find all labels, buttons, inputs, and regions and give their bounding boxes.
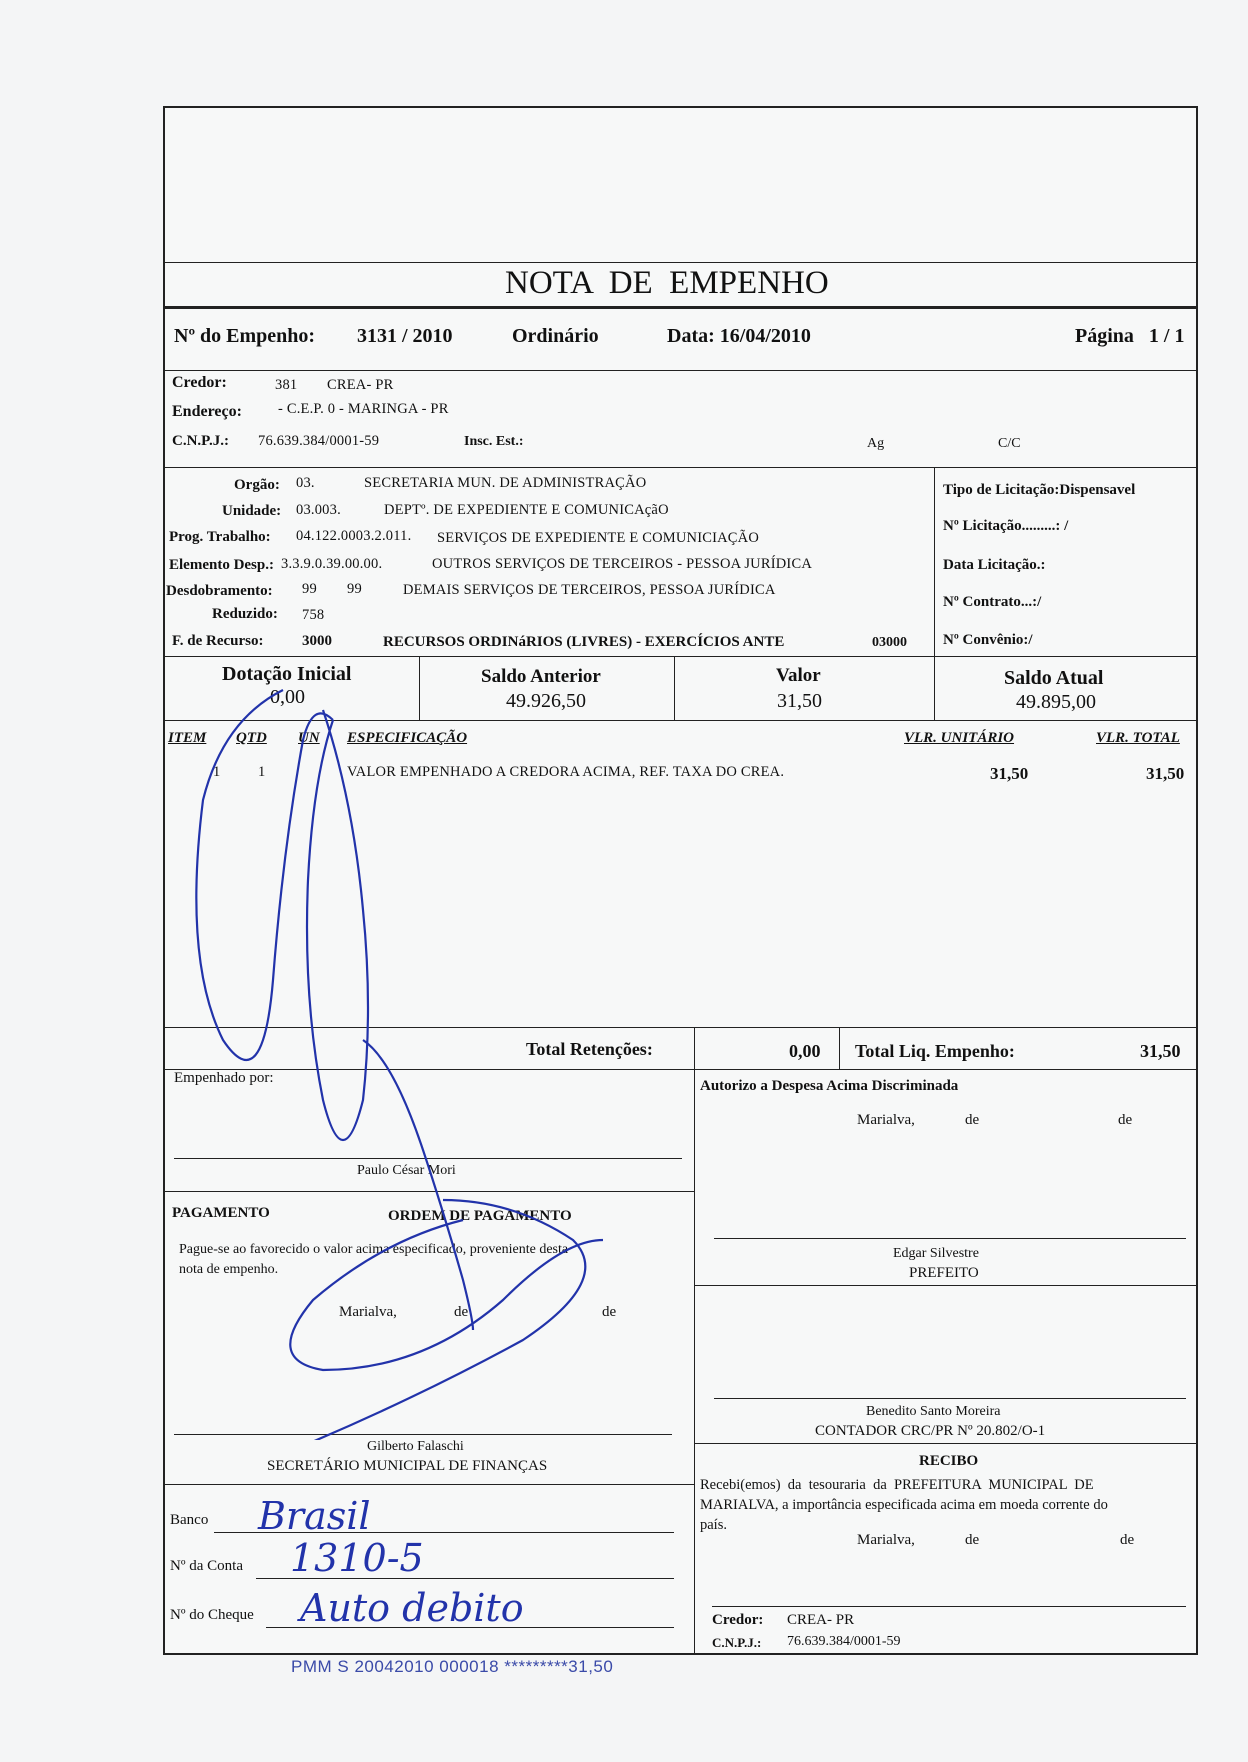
ordem-de2: de [602,1304,617,1320]
ordem-de1: de [454,1304,469,1320]
col-un: UN [298,730,320,746]
valor-value: 31,50 [777,690,822,712]
total-liq: 31,50 [1140,1041,1181,1061]
numero-contrato: Nº Contrato...:/ [943,594,1042,610]
credor-cnpj-label: C.N.P.J.: [172,433,229,449]
autorizo-de2: de [1118,1112,1133,1128]
item-number: 1 [213,764,221,780]
credor-code: 381 [275,377,298,393]
total-liq-label: Total Liq. Empenho: [855,1041,1015,1061]
dotacao-value: 0,00 [270,686,305,708]
document-title: NOTA DE EMPENHO [505,265,829,301]
empenho-number-label: Nº do Empenho: [174,325,316,347]
pague-line2: nota de empenho. [179,1262,279,1277]
recibo-text3: país. [700,1517,727,1533]
item-total: 31,50 [1146,764,1185,783]
elemento-label: Elemento Desp.: [169,557,274,573]
tipo-licitacao: Tipo de Licitação:Dispensavel [943,482,1136,498]
empenhado-name: Paulo César Mori [357,1163,456,1178]
autorizo-marialva: Marialva, [857,1112,915,1128]
recibo-title: RECIBO [919,1453,979,1469]
endereco-label: Endereço: [172,403,242,420]
ordem-pagamento: ORDEM DE PAGAMENTO [388,1208,572,1224]
empenho-number: 3131 / 2010 [357,325,453,347]
col-especificacao: ESPECIFICAÇÃO [347,730,468,746]
empenho-type: Ordinário [512,325,599,347]
saldo-atual-label: Saldo Atual [1004,667,1104,689]
recibo-text2: MARIALVA, a importância especificada acima em moeda corrente do [700,1497,1108,1513]
cheque-label: Nº do Cheque [170,1607,254,1623]
saldo-atual-value: 49.895,00 [1016,691,1096,713]
credor-label: Credor: [172,374,227,391]
prefeito-name: Edgar Silvestre [893,1246,979,1261]
conta-label: Nº da Conta [170,1558,243,1574]
desdobramento-label: Desdobramento: [166,583,273,599]
prog-code: 04.122.0003.2.011. [296,528,412,544]
recurso-desc: RECURSOS ORDINáRIOS (LIVRES) - EXERCÍCIOS ANTE [383,634,785,650]
desdobramento-b: 99 [347,581,362,597]
orgao-label: Orgão: [234,477,280,493]
conta-value: 1310-5 [290,1536,424,1580]
item-qtd: 1 [258,764,266,780]
col-vlr-unitario: VLR. UNITÁRIO [904,730,1015,746]
insc-est-label: Insc. Est.: [464,434,524,449]
unidade-desc: DEPTº. DE EXPEDIENTE E COMUNICAçãO [384,502,669,518]
reduzido-code: 758 [302,607,325,623]
recurso-code2: 03000 [872,635,907,650]
prefeito-title: PREFEITO [909,1265,979,1281]
payment-stamp: PMM S 20042010 000018 *********31,50 [291,1657,614,1676]
credor-name: CREA- PR [327,377,394,393]
dotacao-label: Dotação Inicial [222,663,352,685]
orgao-desc: SECRETARIA MUN. DE ADMINISTRAÇÃO [364,475,647,491]
item-desc: VALOR EMPENHADO A CREDORA ACIMA, REF. TAXA DO CREA. [347,764,785,780]
desdobramento-desc: DEMAIS SERVIÇOS DE TERCEIROS, PESSOA JURÍDICA [403,582,776,598]
pagamento-label: PAGAMENTO [172,1205,270,1221]
recibo-text1: Recebi(emos) da tesouraria da PREFEITURA MUNICIPAL DE [700,1477,1094,1493]
recibo-marialva: Marialva, [857,1532,915,1548]
recibo-credor-name: CREA- PR [787,1612,855,1628]
recurso-label: F. de Recurso: [172,633,264,649]
valor-label: Valor [776,665,821,686]
recibo-cnpj: 76.639.384/0001-59 [787,1634,901,1649]
item-unit: 31,50 [990,764,1029,783]
recibo-cnpj-label: C.N.P.J.: [712,1635,762,1650]
banco-label: Banco [170,1512,209,1528]
ordem-marialva: Marialva, [339,1304,397,1320]
unidade-label: Unidade: [222,503,282,519]
endereco-value: - C.E.P. 0 - MARINGA - PR [278,401,449,417]
reduzido-label: Reduzido: [212,606,278,622]
data-licitacao: Data Licitação.: [943,557,1046,573]
total-retencoes-label: Total Retenções: [526,1039,653,1059]
unidade-code: 03.003. [296,502,341,518]
credor-cnpj: 76.639.384/0001-59 [258,433,380,449]
col-vlr-total: VLR. TOTAL [1096,730,1180,746]
total-retencoes: 0,00 [789,1041,821,1061]
numero-licitacao: Nº Licitação.........: / [943,518,1069,534]
recibo-credor-label: Credor: [712,1612,764,1628]
desdobramento-a: 99 [302,581,317,597]
recibo-de1: de [965,1532,980,1548]
orgao-code: 03. [296,475,315,491]
empenhado-por: Empenhado por: [174,1070,274,1086]
prog-desc: SERVIÇOS DE EXPEDIENTE E COMUNICIAÇÃO [437,530,760,546]
saldo-anterior-label: Saldo Anterior [481,666,601,687]
contador-title: CONTADOR CRC/PR Nº 20.802/O-1 [815,1423,1046,1439]
recibo-de2: de [1120,1532,1135,1548]
banco-value: Brasil [258,1494,371,1538]
cc-label: C/C [998,436,1021,451]
secretario-name: Gilberto Falaschi [367,1439,464,1454]
empenho-page: Página 1 / 1 [1075,325,1185,347]
autorizo-de1: de [965,1112,980,1128]
col-qtd: QTD [236,730,267,746]
pague-line1: Pague-se ao favorecido o valor acima especificado, proveniente desta [179,1242,569,1257]
secretario-title: SECRETÁRIO MUNICIPAL DE FINANÇAS [267,1458,548,1474]
elemento-desc: OUTROS SERVIÇOS DE TERCEIROS - PESSOA JURÍDICA [432,556,812,572]
col-item: ITEM [168,730,207,746]
ag-label: Ag [867,436,885,451]
saldo-anterior-value: 49.926,50 [506,690,586,712]
elemento-code: 3.3.9.0.39.00.00. [281,556,383,572]
autorizo-label: Autorizo a Despesa Acima Discriminada [700,1078,959,1094]
empenho-date: Data: 16/04/2010 [667,325,811,347]
prog-label: Prog. Trabalho: [169,529,271,545]
contador-name: Benedito Santo Moreira [866,1404,1001,1419]
cheque-value: Auto debito [300,1586,524,1630]
numero-convenio: Nº Convênio:/ [943,632,1033,648]
recurso-code: 3000 [302,633,332,649]
